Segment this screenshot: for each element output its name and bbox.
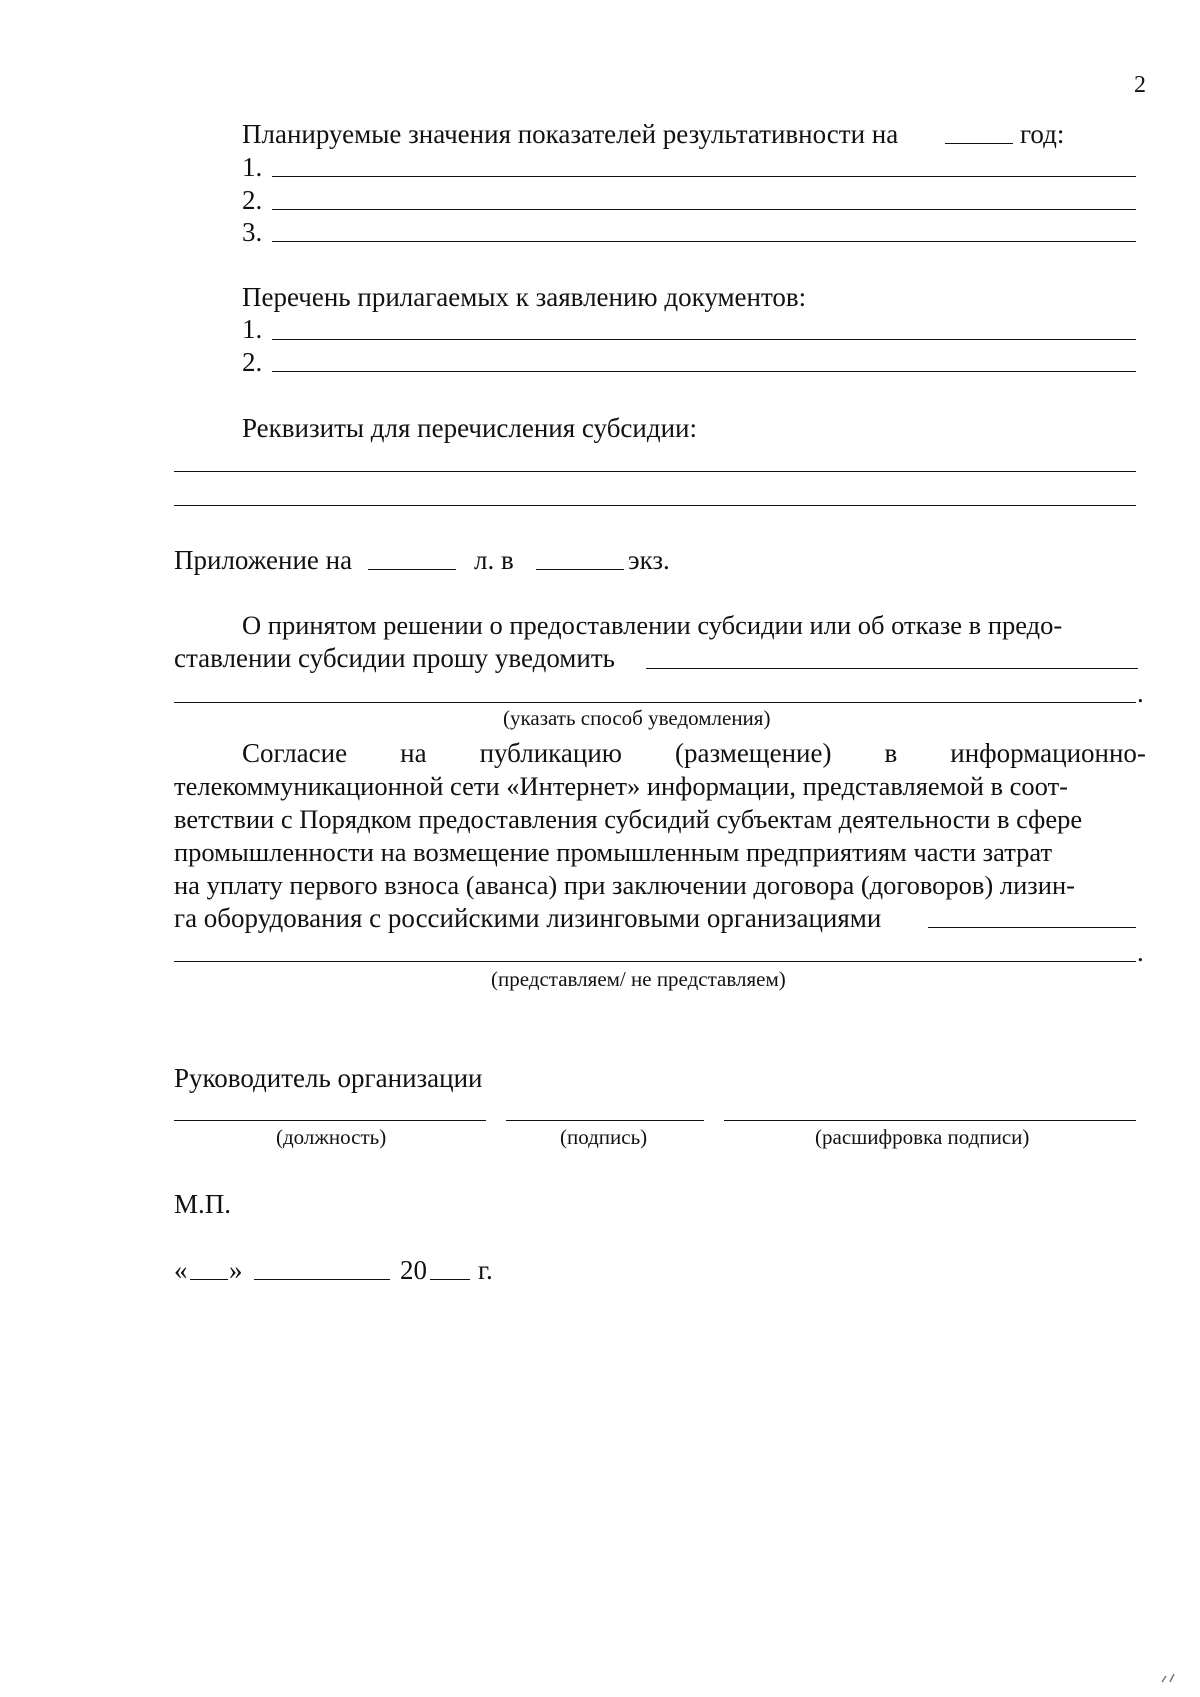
indicator-number-3: 3. [242,217,263,247]
document-number-1: 1. [242,314,263,344]
signature-hint: (подпись) [560,1125,648,1149]
consent-answer-blank-1 [928,927,1136,928]
scan-mark-icon [1160,1670,1184,1684]
consent-word-1: Согласие [242,738,348,768]
consent-hint: (представляем/ не представляем) [491,967,786,991]
requisites-blank-1 [174,471,1136,472]
consent-word-6: информационно- [950,738,1146,768]
attachment-label-start: Приложение на [174,545,353,575]
notification-line-1: О принятом решении о предоставлении субсидии или об отказе в предо- [242,610,1063,640]
notification-method-blank-1 [646,668,1138,669]
consent-word-2: на [400,738,427,768]
date-year-suffix: г. [478,1255,493,1285]
consent-word-5: в [884,738,898,768]
date-month-blank [254,1279,390,1280]
consent-line-3: ветствии с Порядком предоставления субсидий субъектам деятельности в сфере [174,804,1083,834]
date-year-blank [430,1279,470,1280]
indicators-heading-year: год: [1020,119,1065,149]
document-blank-1 [272,339,1136,340]
attachment-sheets-blank [368,569,456,570]
date-year-prefix: 20 [400,1255,427,1285]
indicator-number-1: 1. [242,152,263,182]
consent-word-3: публикацию [479,738,622,768]
requisites-blank-2 [174,505,1136,506]
attachment-label-mid: л. в [474,545,514,575]
indicators-heading: Планируемые значения показателей результативности на [242,119,899,149]
signature-decoding-blank [724,1120,1136,1121]
date-close-quote: » [229,1255,243,1285]
indicator-blank-2 [272,209,1136,210]
consent-answer-blank-2 [174,961,1136,962]
document-number-2: 2. [242,347,263,377]
indicator-blank-3 [272,241,1136,242]
notification-line-2: ставлении субсидии прошу уведомить [174,643,615,673]
signature-blank [506,1120,704,1121]
documents-heading: Перечень прилагаемых к заявлению документов: [242,282,807,312]
indicator-number-2: 2. [242,185,263,215]
consent-line-1 [242,740,1146,767]
document-blank-2 [272,371,1136,372]
head-of-organization-label: Руководитель организации [174,1063,483,1093]
consent-end-dot: . [1137,937,1144,967]
notification-end-dot: . [1137,678,1144,708]
consent-line-2: телекоммуникационной сети «Интернет» информации, представляемой в соот- [174,771,1068,801]
consent-line-5: на уплату первого взноса (аванса) при заключении договора (договоров) лизин- [174,870,1075,900]
attachment-copies-blank [536,569,624,570]
signature-decoding-hint: (расшифровка подписи) [815,1125,1030,1149]
consent-word-4: (размещение) [674,738,832,768]
stamp-place-label: М.П. [174,1189,232,1219]
page-number: 2 [1134,72,1146,98]
requisites-heading: Реквизиты для перечисления субсидии: [242,413,698,443]
position-hint: (должность) [276,1125,387,1149]
consent-line-6: га оборудования с российскими лизинговыми организациями [174,903,882,933]
indicators-year-blank [945,143,1013,144]
date-open-quote: « [174,1255,188,1285]
notification-hint: (указать способ уведомления) [503,706,771,730]
consent-line-4: промышленности на возмещение промышленным предприятиям части затрат [174,837,1053,867]
position-blank [174,1120,486,1121]
date-day-blank [190,1279,228,1280]
notification-method-blank-2 [174,702,1136,703]
indicator-blank-1 [272,176,1136,177]
attachment-label-end: экз. [628,545,670,575]
